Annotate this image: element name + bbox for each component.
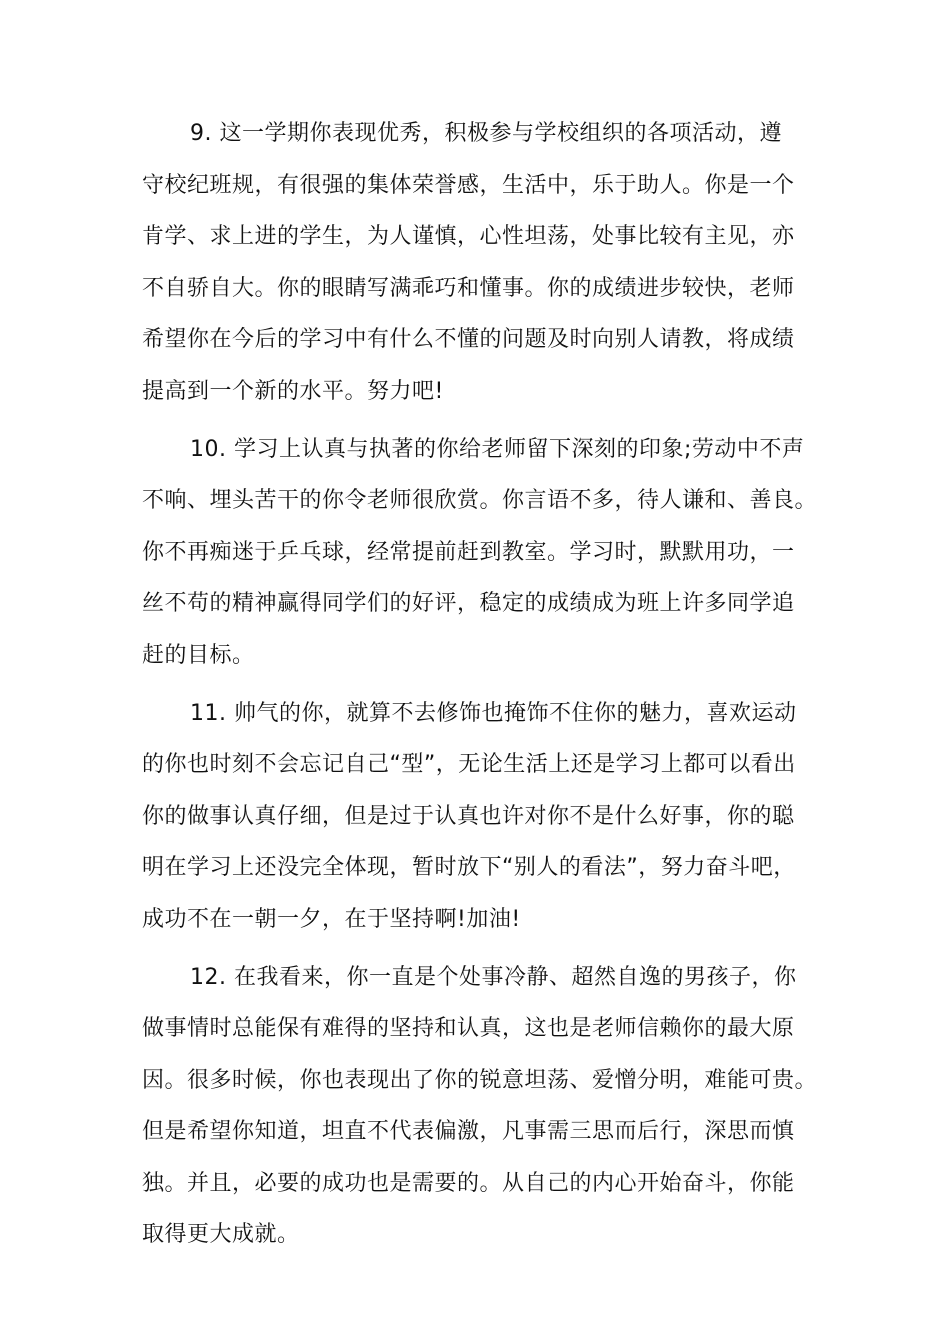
text-line: 成功不在一朝一夕，在于坚持啊!加油!: [142, 906, 521, 932]
text-line: 提高到一个新的水平。努力吧!: [142, 378, 444, 404]
text-line: 肯学、求上进的学生，为人谨慎，心性坦荡，处事比较有主见，亦: [142, 224, 795, 250]
text-line: 11. 帅气的你，就算不去修饰也掩饰不住你的魅力，喜欢运动: [190, 700, 797, 726]
text-line: 赶的目标。: [142, 642, 255, 668]
paragraph-11: [142, 688, 842, 946]
text-line: 你的做事认真仔细，但是过于认真也许对你不是什么好事，你的聪: [142, 803, 795, 829]
text-line: 12. 在我看来，你一直是个处事冷静、超然自逸的男孩子，你: [190, 964, 797, 990]
text-line: 你不再痴迷于乒乓球，经常提前赶到教室。学习时，默默用功，一: [142, 539, 795, 565]
document-body: [142, 108, 842, 1267]
paragraph-10: [142, 424, 842, 682]
text-line: 取得更大成就。: [142, 1222, 300, 1248]
text-line: 10. 学习上认真与执著的你给老师留下深刻的印象;劳动中不声: [190, 436, 805, 462]
paragraph-9: [142, 108, 842, 418]
text-line: 希望你在今后的学习中有什么不懂的问题及时向别人请教，将成绩: [142, 327, 795, 353]
text-line: 明在学习上还没完全体现，暂时放下“别人的看法”，努力奋斗吧，: [142, 855, 796, 881]
text-line: 不自骄自大。你的眼睛写满乖巧和懂事。你的成绩进步较快，老师: [142, 275, 795, 301]
text-line: 的你也时刻不会忘记自己“型”，无论生活上还是学习上都可以看出: [142, 752, 796, 778]
text-line: 做事情时总能保有难得的坚持和认真，这也是老师信赖你的最大原: [142, 1016, 795, 1042]
text-line: 但是希望你知道，坦直不代表偏激，凡事需三思而后行，深思而慎: [142, 1119, 795, 1145]
text-line: 不响、埋头苦干的你令老师很欣赏。你言语不多，待人谦和、善良。: [142, 488, 818, 514]
text-line: 因。很多时候，你也表现出了你的锐意坦荡、爱憎分明，难能可贵。: [142, 1067, 818, 1093]
text-line: 丝不苟的精神赢得同学们的好评，稳定的成绩成为班上许多同学追: [142, 591, 795, 617]
text-line: 9. 这一学期你表现优秀，积极参与学校组织的各项活动，遵: [190, 121, 782, 146]
paragraph-12: [142, 952, 842, 1262]
text-line: 守校纪班规，有很强的集体荣誉感，生活中，乐于助人。你是一个: [142, 172, 795, 198]
text-line: 独。并且，必要的成功也是需要的。从自己的内心开始奋斗，你能: [142, 1170, 795, 1196]
